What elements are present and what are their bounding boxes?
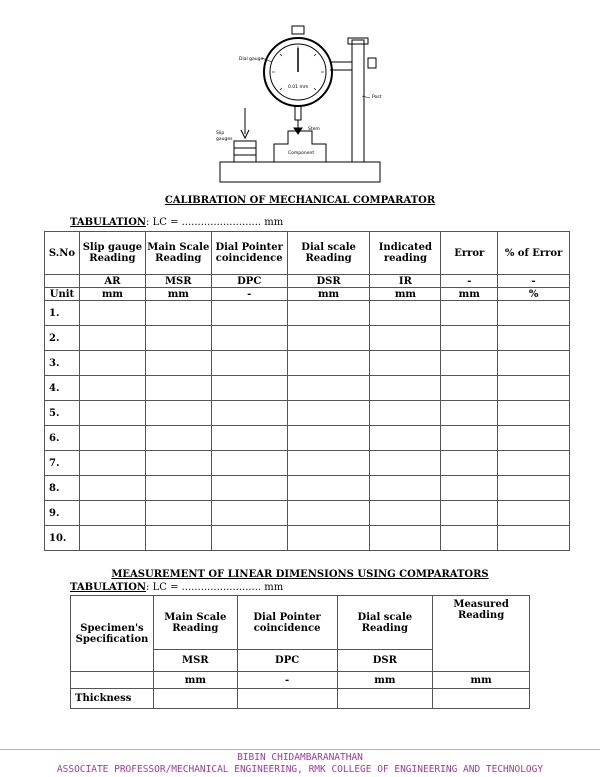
label-component: Component xyxy=(288,151,315,156)
label-dial-gauge: Dial gauge xyxy=(239,57,264,62)
sym-msr: MSR xyxy=(145,275,211,288)
section1-title: CALIBRATION OF MECHANICAL COMPARATOR xyxy=(164,195,436,206)
col-pct-error: % of Error xyxy=(498,232,570,275)
col-dpc: Dial Pointer coincidence xyxy=(211,232,287,275)
table-row xyxy=(45,501,570,526)
linear-measurement-table xyxy=(70,595,530,709)
col-sno: S.No xyxy=(45,232,80,275)
row-number: 9. xyxy=(45,501,80,526)
col2-dpc: Dial Pointer coincidence xyxy=(237,596,337,650)
footer-name: BIBIN CHIDAMBARANATHAN xyxy=(237,752,363,763)
section2-lc: : LC = ......................... mm xyxy=(146,582,284,593)
row-number: 8. xyxy=(45,476,80,501)
col-ir: Indicated reading xyxy=(370,232,441,275)
unit-dsr: mm xyxy=(287,288,370,301)
col2-measured: Measured Reading xyxy=(433,596,530,672)
table-row xyxy=(45,376,570,401)
symbol-row xyxy=(45,275,570,288)
row-number: 5. xyxy=(45,401,80,426)
col-dsr: Dial scale Reading xyxy=(287,232,370,275)
sym-pct: - xyxy=(498,275,570,288)
section2-tabulation xyxy=(70,582,283,593)
table-row xyxy=(45,451,570,476)
unit-label: Unit xyxy=(45,288,80,301)
col-msr: Main Scale Reading xyxy=(145,232,211,275)
unit-ar: mm xyxy=(79,288,145,301)
sym-error: - xyxy=(441,275,498,288)
section2-tabulation-label: TABULATION xyxy=(70,582,147,593)
section1-lc: : LC = ......................... mm xyxy=(146,217,284,228)
label-slip: Slip xyxy=(216,131,225,136)
sym-dpc: DPC xyxy=(211,275,287,288)
unit2-dpc: - xyxy=(237,672,337,689)
spec-header: Specimen's Specification xyxy=(71,596,154,672)
row-number: 2. xyxy=(45,326,80,351)
unit-dpc: - xyxy=(211,288,287,301)
sym-dsr: DSR xyxy=(287,275,370,288)
sym2-dsr: DSR xyxy=(337,650,433,672)
col2-dsr: Dial scale Reading xyxy=(337,596,433,650)
table-row xyxy=(71,689,530,709)
base-plate xyxy=(220,162,380,182)
row-number: 10. xyxy=(45,526,80,551)
table-row xyxy=(45,351,570,376)
section2-title: MEASUREMENT OF LINEAR DIMENSIONS USING COMPARATORS xyxy=(111,569,489,580)
row-number: 4. xyxy=(45,376,80,401)
unit2-dsr: mm xyxy=(337,672,433,689)
unit-msr: mm xyxy=(145,288,211,301)
label-post: Post xyxy=(372,95,382,100)
row-number: 1. xyxy=(45,301,80,326)
sym-sno xyxy=(45,275,80,288)
table-row xyxy=(45,476,570,501)
label-stem: Stem xyxy=(308,127,320,132)
thickness-label: Thickness xyxy=(71,689,154,709)
table-row xyxy=(45,301,570,326)
table-row xyxy=(45,401,570,426)
section1-tabulation-label: TABULATION xyxy=(70,217,147,228)
post xyxy=(352,40,364,162)
sym-ar: AR xyxy=(79,275,145,288)
header-row xyxy=(45,232,570,275)
unit2-msr: mm xyxy=(153,672,237,689)
col-error: Error xyxy=(441,232,498,275)
row-number: 7. xyxy=(45,451,80,476)
col2-msr: Main Scale Reading xyxy=(153,596,237,650)
unit-row xyxy=(45,288,570,301)
row-number: 3. xyxy=(45,351,80,376)
slip-gauges xyxy=(234,141,256,162)
comparator-diagram xyxy=(212,18,388,188)
sym2-msr: MSR xyxy=(153,650,237,672)
label-dial-reading: 0.01 mm xyxy=(288,85,309,90)
col-slip-gauge: Slip gauge Reading xyxy=(79,232,145,275)
calibration-table xyxy=(44,231,570,551)
footer-affiliation: ASSOCIATE PROFESSOR/MECHANICAL ENGINEERING, RMK COLLEGE OF ENGINEERING AND TECHNOLOGY xyxy=(56,764,544,775)
unit-ir: mm xyxy=(370,288,441,301)
sym-ir: IR xyxy=(370,275,441,288)
table-row xyxy=(45,526,570,551)
row-number: 6. xyxy=(45,426,80,451)
component-block xyxy=(274,131,326,162)
table-row xyxy=(45,426,570,451)
section1-tabulation xyxy=(70,217,283,228)
unit2-measured: mm xyxy=(433,672,530,689)
unit-pct: % xyxy=(498,288,570,301)
label-gauges: gauges xyxy=(216,137,233,142)
unit-error: mm xyxy=(441,288,498,301)
sym2-dpc: DPC xyxy=(237,650,337,672)
footer xyxy=(0,749,600,777)
table-row xyxy=(45,326,570,351)
